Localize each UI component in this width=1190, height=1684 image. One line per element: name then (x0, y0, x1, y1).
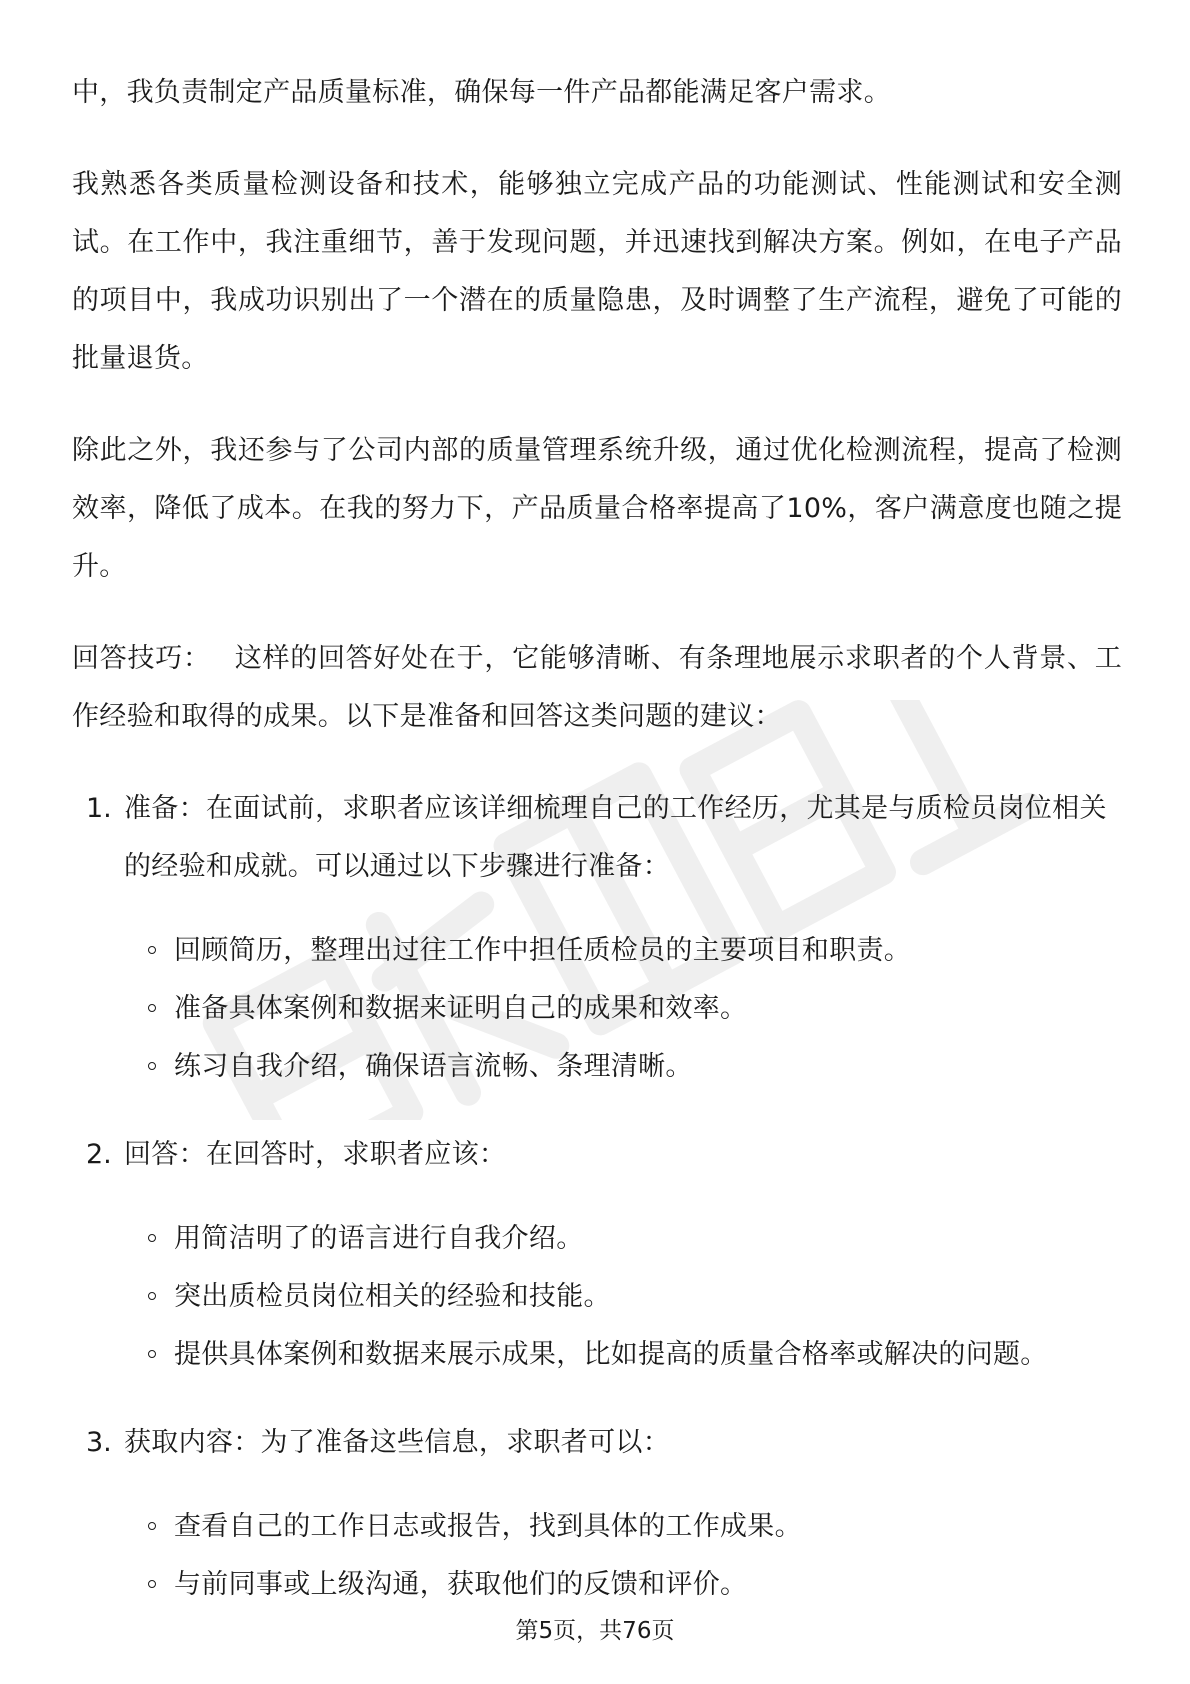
paragraph-continuation: 中，我负责制定产品质量标准，确保每一件产品都能满足客户需求。 (72, 77, 891, 108)
bullet-item (124, 1268, 1122, 1326)
bullet-circle-icon (148, 1234, 156, 1242)
bullet-text: 查看自己的工作日志或报告，找到具体的工作成果。 (174, 1511, 802, 1542)
bullet-text: 突出质检员岗位相关的经验和技能。 (174, 1281, 611, 1312)
bullet-circle-icon (148, 1004, 156, 1012)
bullet-text: 回顾简历，整理出过往工作中担任质检员的主要项目和职责。 (174, 935, 912, 966)
bullet-text: 与前同事或上级沟通，获取他们的反馈和评价。 (174, 1569, 748, 1600)
bullet-text: 提供具体案例和数据来展示成果，比如提高的质量合格率或解决的问题。 (174, 1339, 1048, 1370)
bullet-circle-icon (148, 946, 156, 954)
step-text: 回答：在回答时，求职者应该： (124, 1139, 507, 1170)
bullet-item (124, 1498, 1122, 1556)
list-item-step-1 (72, 780, 1122, 1096)
paragraph-skills: 我熟悉各类质量检测设备和技术，能够独立完成产品的功能测试、性能测试和安全测试。在工作中，我注重细节，善于发现问题，并迅速找到解决方案。例如，在电子产品的项目中，我成功识别出了一个潜在的质量隐患，及时调整了生产流程，避免了可能的批量退货。 (72, 169, 1122, 374)
advice-steps-list (72, 780, 1122, 1614)
bullet-text: 准备具体案例和数据来证明自己的成果和效率。 (174, 993, 748, 1024)
list-item-step-2 (72, 1126, 1122, 1384)
bullet-item (124, 980, 1122, 1038)
step-number: 2. (86, 1139, 112, 1170)
answer-tips-paragraph (72, 630, 1122, 746)
step-number: 3. (86, 1427, 112, 1458)
bullet-circle-icon (148, 1350, 156, 1358)
step-number: 1. (86, 793, 112, 824)
bullet-circle-icon (148, 1062, 156, 1070)
step-text: 获取内容：为了准备这些信息，求职者可以： (124, 1427, 670, 1458)
document-body (72, 64, 1122, 1644)
bullet-text: 练习自我介绍，确保语言流畅、条理清晰。 (174, 1051, 693, 1082)
step-bullets (124, 922, 1122, 1096)
paragraph-achievements: 除此之外，我还参与了公司内部的质量管理系统升级，通过优化检测流程，提高了检测效率，降低了成本。在我的努力下，产品质量合格率提高了10%，客户满意度也随之提升。 (72, 435, 1122, 582)
answer-tips-text: 这样的回答好处在于，它能够清晰、有条理地展示求职者的个人背景、工作经验和取得的成果。以下是准备和回答这类问题的建议： (72, 643, 1123, 732)
bullet-item (124, 1038, 1122, 1096)
bullet-item (124, 1326, 1122, 1384)
page-number-footer: 第5页，共76页 (515, 1618, 675, 1644)
bullet-item (124, 1210, 1122, 1268)
bullet-item (124, 1556, 1122, 1614)
bullet-text: 用简洁明了的语言进行自我介绍。 (174, 1223, 584, 1254)
bullet-circle-icon (148, 1522, 156, 1530)
step-text: 准备：在面试前，求职者应该详细梳理自己的工作经历，尤其是与质检员岗位相关的经验和成就。可以通过以下步骤进行准备： (124, 793, 1107, 882)
bullet-circle-icon (148, 1580, 156, 1588)
step-bullets (124, 1498, 1122, 1614)
step-bullets (124, 1210, 1122, 1384)
list-item-step-3 (72, 1414, 1122, 1614)
answer-tips-label: 回答技巧： (72, 643, 211, 674)
bullet-item (124, 922, 1122, 980)
bullet-circle-icon (148, 1292, 156, 1300)
